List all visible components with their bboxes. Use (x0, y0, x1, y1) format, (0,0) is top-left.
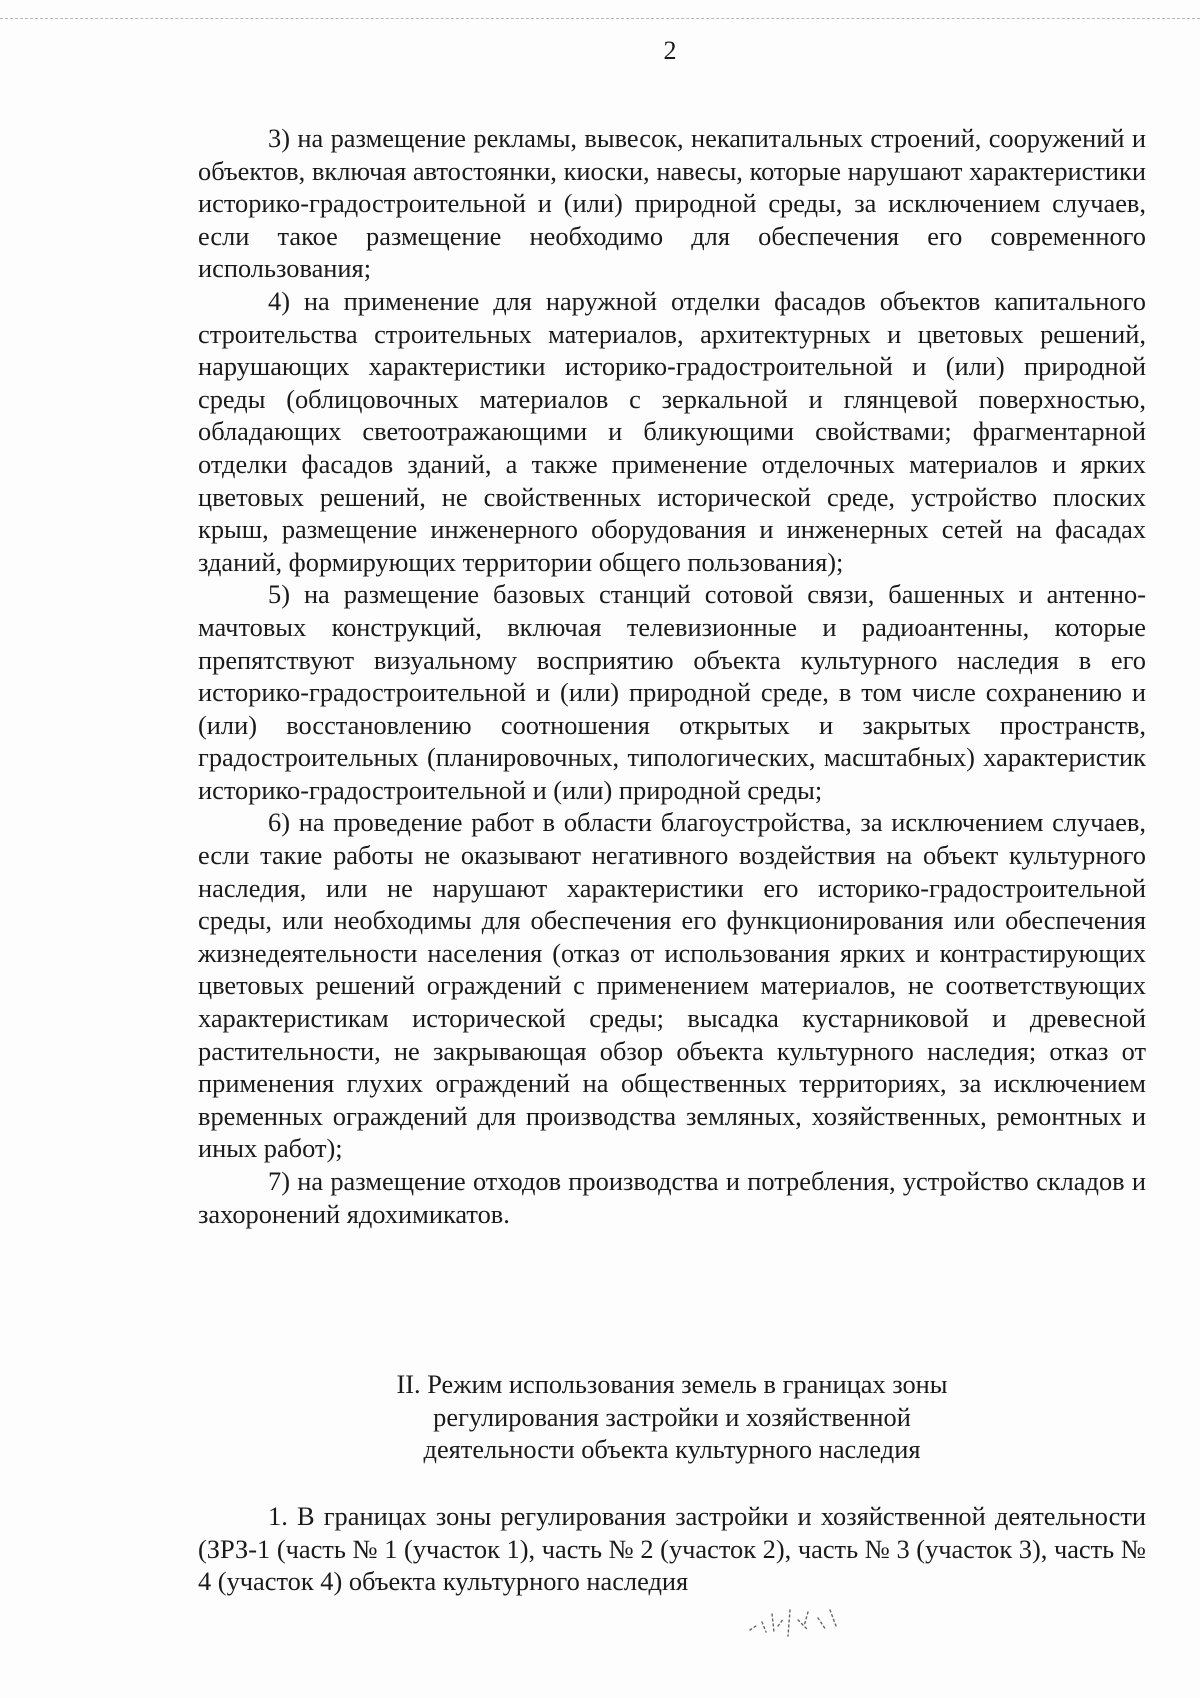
section-heading-line-1: II. Режим использования земель в границах зоны (396, 1369, 948, 1399)
restrictions-list (198, 122, 1146, 1230)
section-body (198, 1500, 1146, 1598)
scan-border-line (0, 18, 1200, 19)
list-item-7: 7) на размещение отходов производства и потребления, устройство складов и захоронений ядохимикатов. (198, 1166, 1146, 1229)
section-heading-line-3: деятельности объекта культурного наследия (423, 1434, 921, 1465)
section-heading-line-2: регулирования застройки и хозяйственной (433, 1401, 911, 1432)
list-item-4: 4) на применение для наружной отделки фасадов объектов капитального строительства строительных материалов, архитектурных и цветовых решений, нарушающих характеристики историко-градостроительной и (или) природной среды (облицовочных материалов с зеркальной и глянцевой поверхностью, обладающих светоотражающими и бликующими свойствами; фрагментарной отделки фасадов зданий, а также применение отделочных материалов и ярких цветовых решений, не свойственных исторической среде, устройство плоских крыш, размещение инженерного оборудования и инженерных сетей на фасадах зданий, формирующих территории общего пользования); (198, 285, 1146, 577)
list-item-3: 3) на размещение рекламы, вывесок, некапитальных строений, сооружений и объектов, включая автостоянки, киоски, навесы, которые нарушают характеристики историко-градостроительной и (или) природной среды, за исключением случаев, если такое размещение необходимо для обеспечения его современного использования; (198, 123, 1146, 284)
handwritten-mark (742, 1600, 862, 1660)
section-paragraph-1: 1. В границах зоны регулирования застройки и хозяйственной деятельности (ЗРЗ-1 (часть № 1 (участок 1), часть № 2 (участок 2), часть № 3 (участок 3), часть № 4 (участок 4) объекта культурного наследия (198, 1501, 1146, 1597)
section-heading (198, 1368, 1146, 1466)
page-number: 2 (663, 36, 677, 65)
list-item-5: 5) на размещение базовых станций сотовой связи, башенных и антенно-мачтовых конструкций, включая телевизионные и радиоантенны, которые препятствуют визуальному восприятию объекта культурного наследия в его историко-градостроительной и (или) природной среде, в том числе сохранению и (или) восстановлению соотношения открытых и закрытых пространств, градостроительных (планировочных, типологических, масштабных) характеристик историко-градостроительной и (или) природной среды; (198, 579, 1146, 805)
list-item-6: 6) на проведение работ в области благоустройства, за исключением случаев, если такие работы не оказывают негативного воздействия на объект культурного наследия, или не нарушают характеристики его историко-градостроительной среды, или необходимы для обеспечения его функционирования или обеспечения жизнедеятельности населения (отказ от использования ярких и контрастирующих цветовых решений ограждений с применением материалов, не соответствующих характеристикам исторической среды; высадка кустарниковой и древесной растительности, не закрывающая обзор объекта культурного наследия; отказ от применения глухих ограждений на общественных территориях, за исключением временных ограждений для производства земляных, хозяйственных, ремонтных и иных работ); (198, 807, 1146, 1164)
